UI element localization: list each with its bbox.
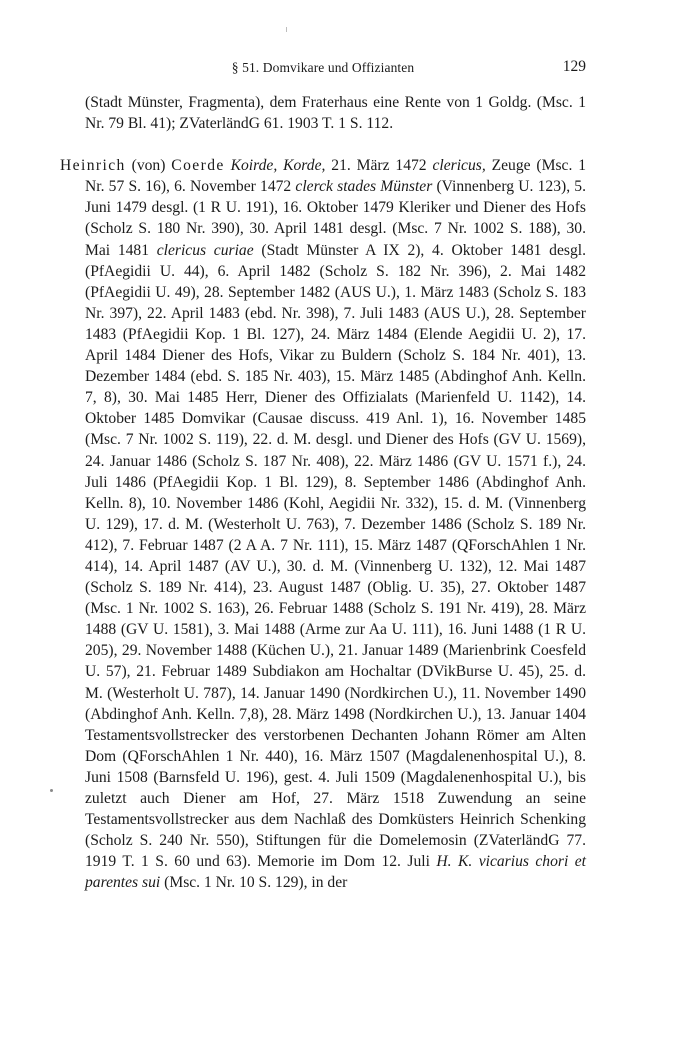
entry-name-particle: (von) [131, 157, 166, 175]
entry-name-family: Coerde [171, 157, 225, 175]
entry-italic-segment: H. K. vicarius chori et parentes sui [85, 853, 586, 892]
entry-italic-segment: clerck stades Münster [295, 178, 433, 196]
running-head: § 51. Domvikare und Offizianten [231, 60, 415, 75]
entry-text-segment: (Vinnenberg U. 123), 5. Juni 1479 desgl. (1 R U. 191), 16. Oktober 1479 Kleriker und Diener des Hofs (Scholz S. 180 Nr. 390), 30. April 1481 desgl. (Msc. 7 Nr. 1002 S. 188), 30. Mai 1481 [85, 178, 586, 259]
entry-italic-segment: clericus, [432, 157, 486, 175]
scan-dot [50, 789, 53, 792]
entry-text [85, 157, 586, 891]
page-number: 129 [562, 58, 586, 75]
entry-text-segment: 21. März 1472 [325, 157, 433, 175]
entry-italic-segment: Koirde, Korde, [230, 157, 326, 175]
entry-text-segment: Zeuge (Msc. 1 Nr. 57 S. 16), 6. November 1472 [85, 157, 587, 196]
body-text [60, 92, 586, 893]
entry-text-segment: (Msc. 1 Nr. 10 S. 129), in der [160, 874, 348, 892]
continuation-paragraph: (Stadt Münster, Fragmenta), dem Fraterhaus eine Rente von 1 Goldg. (Msc. 1 Nr. 79 Bl. 41); ZVaterländG 61. 1903 T. 1 S. 112. [85, 94, 586, 133]
entry-italic-segment: clericus curiae [156, 241, 254, 259]
entry-text-segment: (Stadt Münster A IX 2), 4. Oktober 1481 desgl. (PfAegidii U. 44), 6. April 1482 (Scholz S. 182 Nr. 396), 2. Mai 1482 (PfAegidii U. 49), 28. September 1482 (AUS U.), 1. März 1483 (Scholz S. 183 Nr. 397), 22. April 1483 (ebd. Nr. 398), 7. Juli 1483 (AUS U.), 28. September 1483 (PfAegidii Kop. 1 Bl. 127), 24. März 1484 (Elende Aegidii U. 2), 17. April 1484 Diener des Hofs, Vikar zu Buldern (Scholz S. 184 Nr. 401), 13. Dezember 1484 (ebd. S. 185 Nr. 403), 15. März 1485 (Abdinghof Anh. Kelln. 7, 8), 30. Mai 1485 Herr, Diener des Offizialats (Marienfeld U. 1142), 14. Oktober 1485 Domvikar (Causae discuss. 419 Anl. 1), 16. November 1485 (Msc. 7 Nr. 1002 S. 119), 22. d. M. desgl. und Diener des Hofs (GV U. 1569), 24. Januar 1486 (Scholz S. 187 Nr. 408), 22. März 1486 (GV U. 1571 f.), 24. Juli 1486 (PfAegidii Kop. 1 Bl. 129), 8. September 1486 (Abdinghof Anh. Kelln. 8), 10. November 1486 (Kohl, Aegidii Nr. 332), 15. d. M. (Vinnenberg U. 129), 17. d. M. (Westerholt U. 763), 7. Dezember 1486 (Scholz S. 189 Nr. 412), 7. Februar 1487 (2 A A. 7 Nr. 111), 15. März 1487 (QForschAhlen 1 Nr. 414), 14. April 1487 (AV U.), 30. d. M. (Vinnenberg U. 132), 12. Mai 1487 (Scholz S. 189 Nr. 414), 23. August 1487 (Oblig. U. 35), 27. Oktober 1487 (Msc. 1 Nr. 1002 S. 163), 26. Februar 1488 (Scholz S. 191 Nr. 419), 28. März 1488 (GV U. 1581), 3. Mai 1488 (Arme zur Aa U. 111), 16. Juni 1488 (1 R U. 205), 29. November 1488 (Küchen U.), 21. Januar 1489 (Marienbrink Coesfeld U. 57), 21. Februar 1489 Subdiakon am Hochaltar (DVikBurse U. 45), 25. d. M. (Westerholt U. 787), 14. Januar 1490 (Nordkirchen U.), 11. November 1490 (Abdinghof Anh. Kelln. 7,8), 28. März 1498 (Nordkirchen U.), 13. Januar 1404 Testamentsvollstrecker des verstorbenen Dechanten Johann Römer am Alten Dom (QForschAhlen 1 Nr. 440), 16. März 1507 (Magdalenenhospital U.), 8. Juni 1508 (Barnsfeld U. 196), gest. 4. Juli 1509 (Magdalenenhospital U.), bis zuletzt auch Diener am Hof, 27. März 1518 Zuwendung an seine Testamentsvollstrecker aus dem Nachlaß des Domküsters Heinrich Schenking (Scholz S. 240 Nr. 550), Stiftungen für die Domelemosin (ZVaterländG 77. 1919 T. 1 S. 60 und 63). Memorie im Dom 12. Juli [85, 241, 586, 871]
entry-paragraph [60, 155, 586, 893]
scan-mark [286, 27, 287, 32]
entry-name-given: Heinrich [60, 157, 126, 175]
page-header [60, 58, 586, 82]
